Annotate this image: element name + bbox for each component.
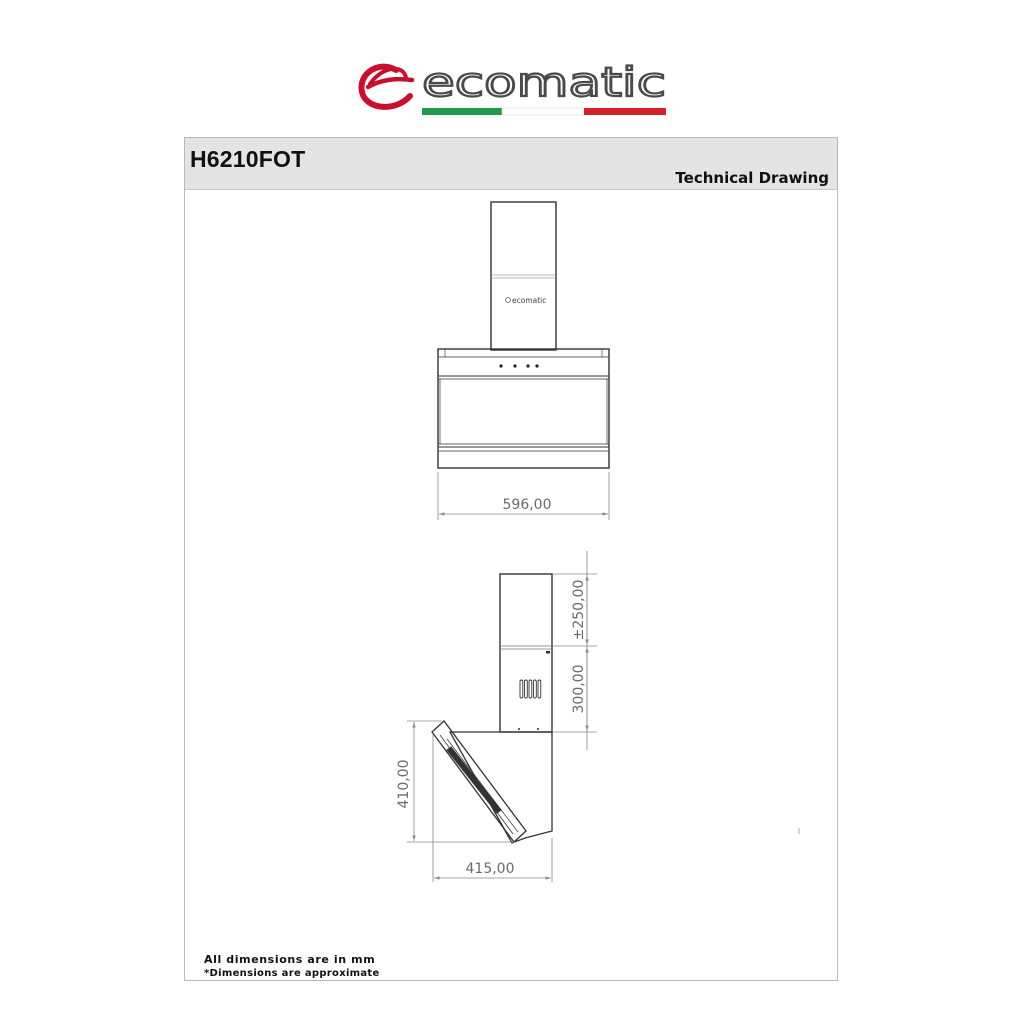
- vent-slots: [520, 680, 541, 698]
- front-width-label: 596,00: [502, 497, 552, 513]
- control-button-2: [513, 364, 516, 367]
- units-note: All dimensions are in mm: [204, 953, 376, 966]
- chimney-upper-label: ±250,00: [571, 579, 587, 641]
- control-button-1: [499, 364, 502, 367]
- control-buttons: [499, 364, 538, 367]
- drawing-sheet: [184, 137, 838, 981]
- logo-flag-stripe: [422, 108, 666, 115]
- front-hood-body: [438, 349, 609, 468]
- front-view: [438, 202, 609, 468]
- technical-drawing: [185, 138, 839, 982]
- control-button-4: [535, 364, 538, 367]
- front-chimney: [491, 202, 556, 350]
- document-type: Technical Drawing: [675, 169, 829, 187]
- side-view: [432, 574, 552, 843]
- model-number: H6210FOT: [190, 146, 306, 172]
- depth-label: 415,00: [465, 861, 515, 877]
- ecomatic-logo: [356, 56, 668, 118]
- side-height-dimension: [407, 721, 515, 842]
- control-button-3: [526, 364, 529, 367]
- logo-wordmark: ecomatic: [422, 60, 666, 106]
- side-chimney: [500, 574, 552, 732]
- chimney-logo-icon: [506, 298, 511, 303]
- chimney-lower-label: 300,00: [571, 664, 587, 714]
- logo-swoosh-icon: [361, 67, 412, 107]
- approx-note: *Dimensions are approximate: [204, 968, 380, 979]
- chimney-logo-text: ecomatic: [512, 296, 547, 305]
- height-label: 410,00: [396, 759, 412, 809]
